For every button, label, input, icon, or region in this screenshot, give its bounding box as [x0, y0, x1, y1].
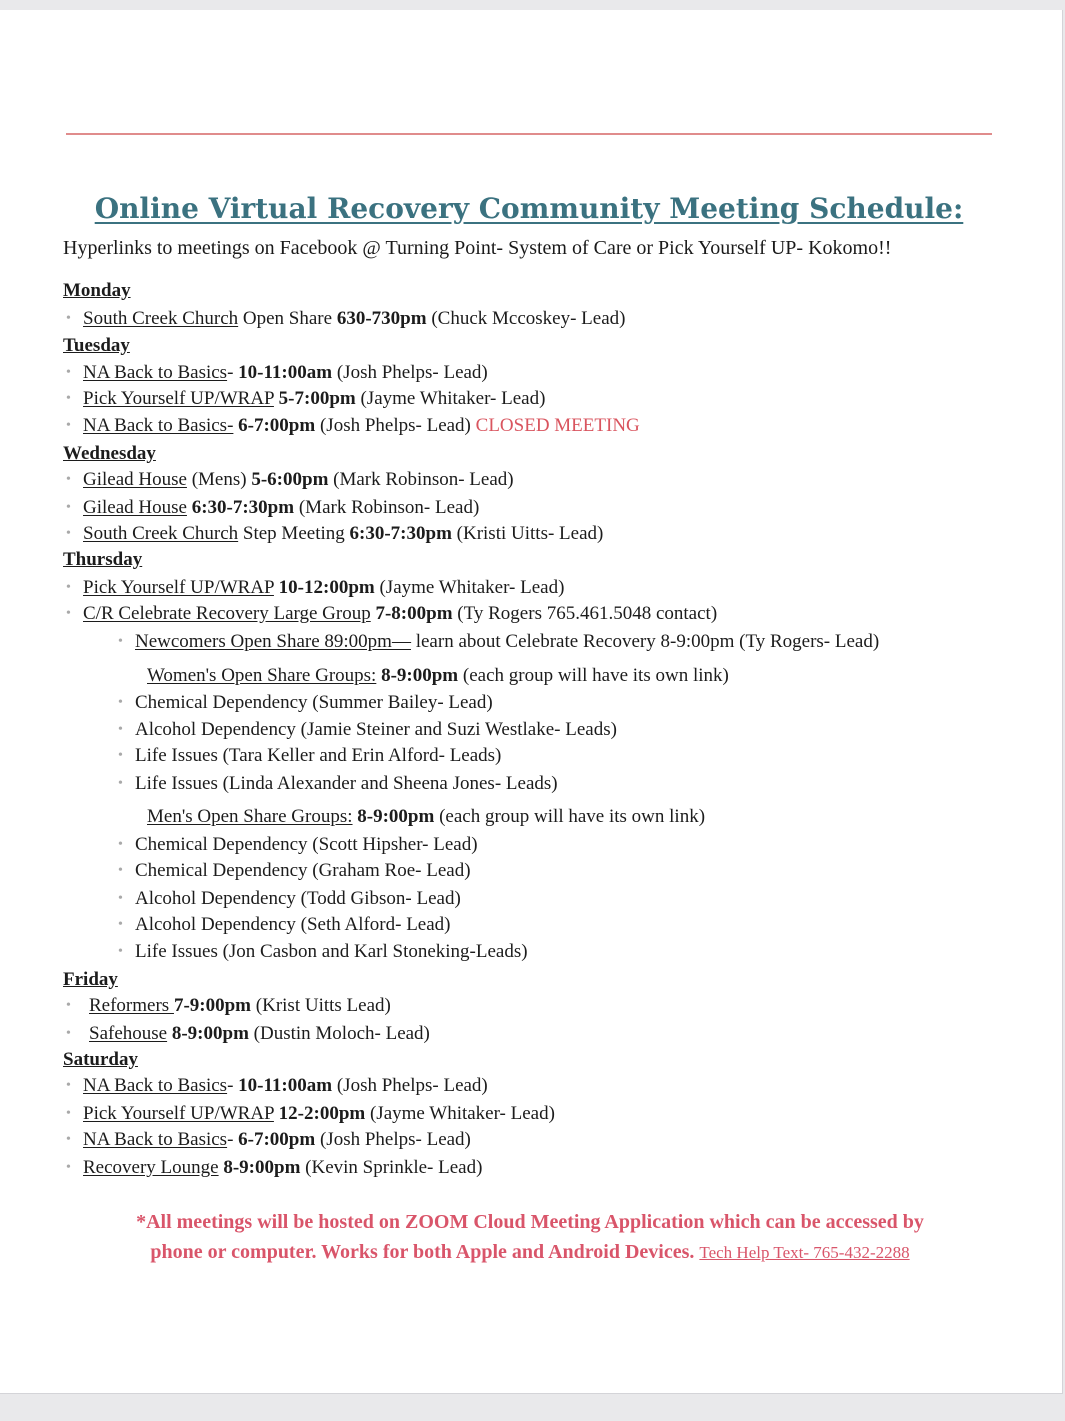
bullet-icon: •	[118, 722, 123, 737]
men-groups-heading: Men's Open Share Groups: 8-9:00pm (each group will have its own link)	[147, 806, 706, 827]
bullet-icon: •	[118, 917, 123, 932]
bullet-icon: •	[66, 500, 71, 515]
bullet-icon: •	[118, 837, 123, 852]
day-heading-friday: Friday	[63, 969, 118, 990]
meeting-link[interactable]: Pick Yourself UP/WRAP	[83, 577, 274, 598]
list-item: Pick Yourself UP/WRAP 5-7:00pm (Jayme Whitaker- Lead)	[83, 388, 546, 409]
bullet-icon: •	[66, 311, 71, 326]
bullet-icon: •	[66, 391, 71, 406]
list-item: NA Back to Basics- 6-7:00pm (Josh Phelps- Lead)	[83, 1129, 471, 1150]
meeting-link[interactable]: Reformers	[89, 995, 174, 1016]
list-item: Chemical Dependency (Summer Bailey- Lead)	[135, 692, 493, 713]
meeting-link[interactable]: Pick Yourself UP/WRAP	[83, 1103, 274, 1124]
bullet-icon: •	[66, 1078, 71, 1093]
list-item: NA Back to Basics- 10-11:00am (Josh Phelps- Lead)	[83, 1075, 488, 1096]
bullet-icon: •	[66, 365, 71, 380]
list-item: NA Back to Basics- 6-7:00pm (Josh Phelps- Lead) CLOSED MEETING	[83, 415, 640, 436]
list-item: Safehouse 8-9:00pm (Dustin Moloch- Lead)	[89, 1023, 430, 1044]
day-heading-tuesday: Tuesday	[63, 335, 130, 356]
list-item: Alcohol Dependency (Jamie Steiner and Suzi Westlake- Leads)	[135, 719, 617, 740]
women-groups-heading: Women's Open Share Groups: 8-9:00pm (each group will have its own link)	[147, 665, 729, 686]
list-item: Gilead House (Mens) 5-6:00pm (Mark Robinson- Lead)	[83, 469, 514, 490]
bullet-icon: •	[118, 944, 123, 959]
meeting-link[interactable]: Gilead House	[83, 497, 187, 518]
list-item: Alcohol Dependency (Todd Gibson- Lead)	[135, 888, 461, 909]
list-item: Chemical Dependency (Graham Roe- Lead)	[135, 860, 471, 881]
bullet-icon: •	[66, 580, 71, 595]
list-item: Recovery Lounge 8-9:00pm (Kevin Sprinkle- Lead)	[83, 1157, 483, 1178]
bullet-icon: •	[118, 863, 123, 878]
page-title: Online Virtual Recovery Community Meeting Schedule:	[94, 192, 964, 225]
bullet-icon: •	[118, 891, 123, 906]
closed-meeting-label: CLOSED MEETING	[475, 415, 640, 436]
bullet-icon: •	[66, 1132, 71, 1147]
bullet-icon: •	[66, 526, 71, 541]
meeting-link[interactable]: Safehouse	[89, 1023, 168, 1044]
meeting-link[interactable]: Newcomers Open Share 89:00pm—	[135, 631, 411, 652]
meeting-link[interactable]: NA Back to Basics	[83, 1075, 228, 1096]
header-divider	[66, 133, 992, 135]
list-item: Pick Yourself UP/WRAP 10-12:00pm (Jayme Whitaker- Lead)	[83, 577, 565, 598]
footer-line-2: phone or computer. Works for both Apple and Android Devices. Tech Help Text- 765-432-2288	[150, 1241, 910, 1263]
meeting-link[interactable]: NA Back to Basics	[83, 1129, 228, 1150]
footer-line-1: *All meetings will be hosted on ZOOM Cloud Meeting Application which can be accessed by	[136, 1211, 924, 1233]
bullet-icon: •	[66, 1106, 71, 1121]
list-item: Gilead House 6:30-7:30pm (Mark Robinson- Lead)	[83, 497, 480, 518]
bullet-icon: •	[118, 634, 123, 649]
list-item: Reformers 7-9:00pm (Krist Uitts Lead)	[89, 995, 391, 1016]
page-subtitle: Hyperlinks to meetings on Facebook @ Turning Point- System of Care or Pick Yourself UP- Kokomo!!	[63, 237, 892, 259]
bullet-icon: •	[66, 998, 71, 1013]
meeting-link[interactable]: South Creek Church	[83, 523, 239, 544]
list-item: South Creek Church Open Share 630-730pm (Chuck Mccoskey- Lead)	[83, 308, 626, 329]
day-heading-monday: Monday	[63, 280, 131, 301]
footer-note	[0, 1207, 1060, 1268]
bullet-icon: •	[66, 472, 71, 487]
list-item: Alcohol Dependency (Seth Alford- Lead)	[135, 914, 451, 935]
bullet-icon: •	[66, 1026, 71, 1041]
bullet-icon: •	[66, 418, 71, 433]
list-item: NA Back to Basics- 10-11:00am (Josh Phelps- Lead)	[83, 362, 488, 383]
bullet-icon: •	[66, 1160, 71, 1175]
list-item: Pick Yourself UP/WRAP 12-2:00pm (Jayme Whitaker- Lead)	[83, 1103, 555, 1124]
meeting-link[interactable]: NA Back to Basics	[83, 362, 228, 383]
bullet-icon: •	[118, 776, 123, 791]
meeting-link[interactable]: NA Back to Basics-	[83, 415, 234, 436]
meeting-link[interactable]: South Creek Church	[83, 308, 239, 329]
tech-help-link[interactable]: Tech Help Text- 765-432-2288	[699, 1243, 910, 1262]
bullet-icon: •	[118, 695, 123, 710]
list-item: South Creek Church Step Meeting 6:30-7:30pm (Kristi Uitts- Lead)	[83, 523, 604, 544]
day-heading-saturday: Saturday	[63, 1049, 138, 1070]
list-item: Life Issues (Tara Keller and Erin Alford- Leads)	[135, 745, 502, 766]
list-item: Life Issues (Jon Casbon and Karl Stoneking-Leads)	[135, 941, 528, 962]
bullet-icon: •	[118, 748, 123, 763]
list-item: Life Issues (Linda Alexander and Sheena Jones- Leads)	[135, 773, 558, 794]
list-item: Chemical Dependency (Scott Hipsher- Lead)	[135, 834, 478, 855]
meeting-link[interactable]: C/R Celebrate Recovery Large Group	[83, 603, 371, 624]
day-heading-thursday: Thursday	[63, 549, 143, 570]
meeting-link[interactable]: Pick Yourself UP/WRAP	[83, 388, 274, 409]
meeting-link[interactable]: Gilead House	[83, 469, 187, 490]
list-item: C/R Celebrate Recovery Large Group 7-8:00pm (Ty Rogers 765.461.5048 contact)	[83, 603, 718, 624]
list-item: Newcomers Open Share 89:00pm— learn about Celebrate Recovery 8-9:00pm (Ty Rogers- Lead)	[135, 631, 880, 652]
meeting-link[interactable]: Recovery Lounge	[83, 1157, 219, 1178]
bullet-icon: •	[66, 606, 71, 621]
day-heading-wednesday: Wednesday	[63, 443, 156, 464]
